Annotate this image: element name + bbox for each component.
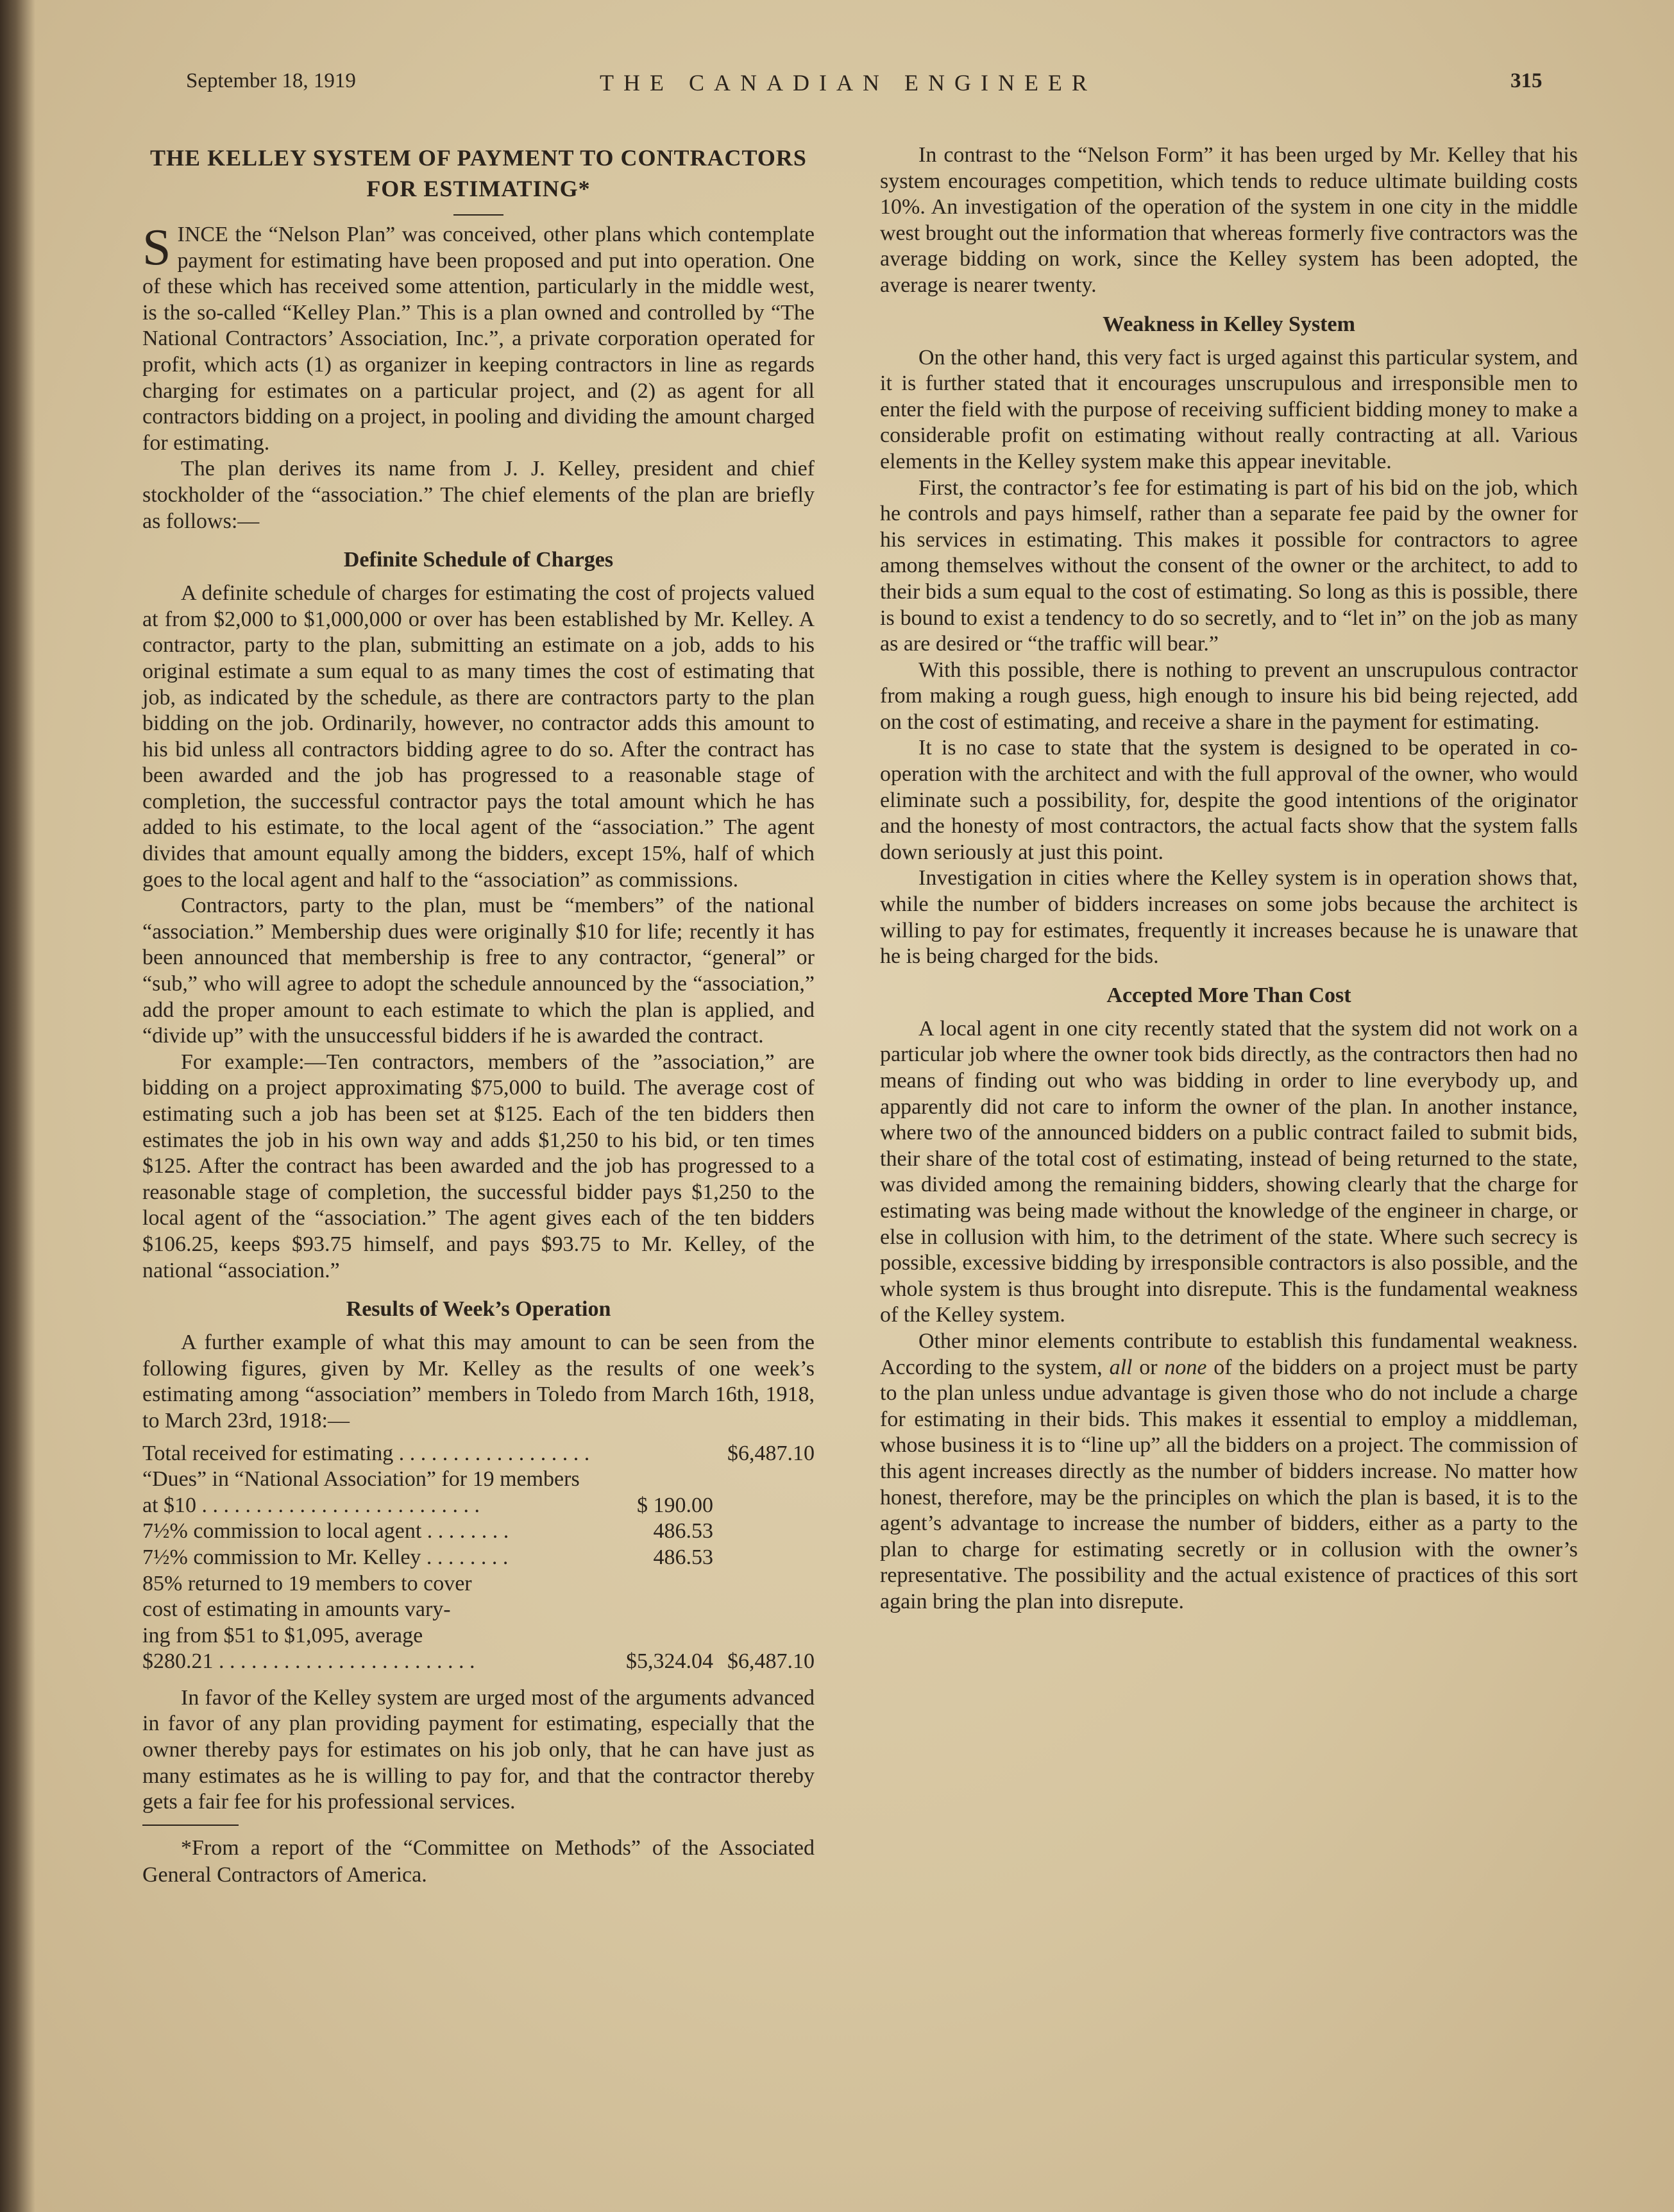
article-title: THE KELLEY SYSTEM OF PAYMENT TO CONTRACTORS FOR ESTIMATING* <box>150 145 807 201</box>
with-this-paragraph: With this possible, there is nothing to prevent an unscrupulous contractor from making a rough guess, high enough to insure his bid being rejected, add on the cost of estimating, and receive a share in the payment for estimating. <box>880 658 1578 734</box>
heading-results: Results of Week’s Operation <box>346 1297 611 1322</box>
local-agent-paragraph: A local agent in one city recently stated that the system did not work on a particular job where the owner took bids directly, as the contractors then had no means of finding out who was bidding in order to line everybody up, and apparently did not care to inform the owner of the plan. In another instance, where two of the announced bidders on a public contract failed to submit bids, their share of the total cost of estimating, instead of being returned to the state, was divided among the remaining bidders, showing clearly that the charge for estimating was being made without the knowledge of the engineer in charge, or else in collusion with him, to the detriment of the state. Where such secrecy is possible, excessive bidding by irresponsible contractors is also possible, and the whole system is thus brought into disrepute. This is the fundamental weakness of the Kelley system. <box>880 1016 1578 1327</box>
favor-paragraph: In favor of the Kelley system are urged most of the arguments advanced in favor of any plan providing payment for estimating, especially that the owner thereby pays for estimates on his job only, that he can have just as many estimates as he is willing to pay for, and that the contractor thereby gets a fair fee for his professional services. <box>142 1685 815 1814</box>
table-row: cost of estimating in amounts vary- <box>142 1597 451 1622</box>
header-date: September 18, 1919 <box>186 69 356 92</box>
contrast-paragraph: In contrast to the “Nelson Form” it has been urged by Mr. Kelley that his system encourages competition, which tends to reduce ultimate building costs 10%. An investigation of the operation of the system in one city in the middle west brought out the information that whereas formerly five contractors was the average bidding on work, since the Kelley system has been adopted, the average is nearer twenty. <box>880 143 1578 297</box>
investigation-paragraph: Investigation in cities where the Kelley system is in operation shows that, while the number of bidders increases on some jobs because the architect is willing to pay for estimates, frequently it increases because he is unaware that he is being charged for the bids. <box>880 866 1578 969</box>
no-case-paragraph: It is no case to state that the system is designed to be operated in co-operation with the architect and with the full approval of the owner, who would eliminate such a possibility, for, despite the good intentions of the originator and the honesty of most contractors, the actual facts show that the system falls down seriously at just this point. <box>880 736 1578 864</box>
table-row: at $10 . . . . . . . . . . . . . . . . . . . . . . . . . . $ 190.00 <box>142 1493 713 1517</box>
intro-paragraph: SINCE the “Nelson Plan” was conceived, other plans which contemplate payment for estimating have been proposed and put into operation. One of these which has received some attention, particularly in the middle west, is the so-called “Kelley Plan.” This is a plan owned and controlled by “The National Contractors’ Association, Inc.”, a private corporation operated for profit, which acts (1) as organizer in keeping contractors in line as regards charging for estimates on a particular project, and (2) as agent for all contractors bidding on a project, in pooling and dividing the amount charged for estimating. <box>142 219 815 455</box>
title-rule <box>453 214 503 216</box>
header-page-number: 315 <box>1510 69 1543 92</box>
results-paragraph: A further example of what this may amount to can be seen from the following figures, given by Mr. Kelley as the results of one week’s estimating among “association” members in Toledo from March 16th, 1918, to March 23rd, 1918:— <box>142 1331 815 1433</box>
book-gutter-shadow <box>0 0 35 2212</box>
members-paragraph: Contractors, party to the plan, must be “members” of the national “association.” Membership dues were originally $10 for life; recently it has been announced that membership is free to any contractor, “general” or “sub,” who will agree to adopt the schedule announced by the “association,” add the proper amount to each estimate to which the plan is applied, and “divide up” with the unsuccessful bidders if he is awarded the contract. <box>142 894 815 1048</box>
example-paragraph: For example:—Ten contractors, members of the ”association,” are bidding on a project approximating $75,000 to build. The average cost of estimating such a job has been set at $125. Each of the ten bidders then estimates the job in his own way and adds $1,250 to his bid, or ten times $125. After the contract has been awarded and the job has progressed to a reasonable stage of completion, the successful bidder pays $1,250 to the local agent of the “association.” The agent gives each of the ten bidders $106.25, keeps $93.75 himself, and pays $93.75 to Mr. Kelley, of the national “association.” <box>142 1050 815 1282</box>
footnote: *From a report of the “Committee on Methods” of the Associated General Contractors of America. <box>142 1835 815 1887</box>
heading-weakness: Weakness in Kelley System <box>1103 312 1355 336</box>
heading-accepted: Accepted More Than Cost <box>1106 983 1351 1007</box>
header-journal-title: THE CANADIAN ENGINEER <box>600 70 1097 96</box>
right-column <box>880 142 1578 1615</box>
minor-elements-paragraph: Other minor elements contribute to establish this fundamental weakness. According to the system, all or none of the bidders on a project must be party to the plan unless undue advantage is given those who do not include a charge for estimating in their bids. This makes it essential to employ a middleman, whose business it is to “line up” all the bidders on a project. The commission of this agent increases directly as the number of bidders increase. No matter how honest, therefore, may be the principles on which the plan is based, it is to the agent’s advantage to increase the number of bidders, either as a party to the plan to charge for estimating secretly or in collusion with the owner’s representative. The possibility and the actual existence of practices of this sort again bring the plan into disrepute. <box>880 1329 1578 1613</box>
table-row: $280.21 . . . . . . . . . . . . . . . . . . . . . . . . $5,324.04 $6,487.10 <box>142 1649 815 1674</box>
plan-name-paragraph: The plan derives its name from J. J. Kelley, president and chief stockholder of the “association.” The chief elements of the plan are briefly as follows:— <box>142 457 815 533</box>
figures-table <box>142 1441 815 1675</box>
footnote-rule <box>142 1825 239 1826</box>
drop-cap: S <box>142 219 171 276</box>
heading-definite-schedule: Definite Schedule of Charges <box>343 548 614 572</box>
other-hand-paragraph: On the other hand, this very fact is urged against this particular system, and it is further stated that it encourages unscrupulous and irresponsible men to enter the field with the purpose of receiving sufficient bidding money to make a considerable profit on estimating without really contracting at all. Various elements in the Kelley system make this appear inevitable. <box>880 345 1578 473</box>
table-row: 7½% commission to local agent . . . . . . . . 486.53 <box>142 1519 713 1544</box>
table-row: 85% returned to 19 members to cover <box>142 1571 472 1595</box>
schedule-paragraph: A definite schedule of charges for estimating the cost of projects valued at from $2,000 to $1,000,000 or over has been established by Mr. Kelley. A contractor, party to the plan, submitting an estimate on a job, adds to his original estimate a sum equal to as many times the cost of estimating that job, as indicated by the schedule, as there are contractors party to the plan bidding on the job. Ordinarily, however, no contractor adds this amount to his bid unless all contractors bidding agree to do so. After the contract has been awarded and the job has progressed to a reasonable stage of completion, the successful contractor pays the total amount which he has added to his estimate, to the local agent of the “association.” The agent divides that amount equally among the bidders, except 15%, half of which goes to the local agent and half to the “association” as commissions. <box>142 581 815 892</box>
first-paragraph: First, the contractor’s fee for estimating is part of his bid on the job, which he controls and pays himself, rather than a separate fee paid by the owner for his services in estimating. This makes it possible for contractors to agree among themselves without the consent of the owner or the architect, to add to their bids a sum equal to the cost of estimating. So long as this is possible, there is bound to exist a tendency to do so secretly, and to “let in” on the job as many as are desired or “the traffic will bear.” <box>880 475 1578 656</box>
table-row: 7½% commission to Mr. Kelley . . . . . . . . 486.53 <box>142 1545 713 1569</box>
left-column <box>142 142 815 1889</box>
table-row: Total received for estimating . . . . . . . . . . . . . . . . . . $6,487.10 <box>142 1441 815 1465</box>
table-row: ing from $51 to $1,095, average <box>142 1623 423 1647</box>
table-row: “Dues” in “National Association” for 19 members <box>142 1467 580 1492</box>
